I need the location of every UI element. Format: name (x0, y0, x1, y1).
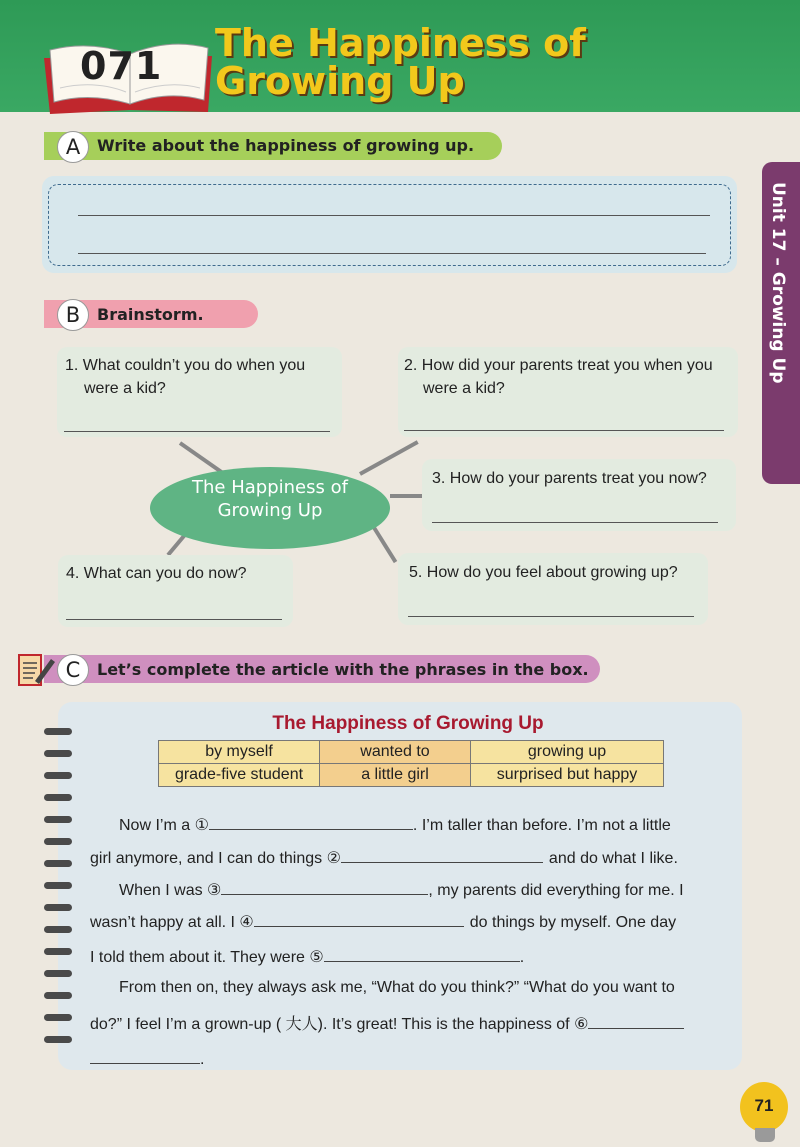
lesson-number: 071 (80, 44, 163, 88)
binder-ring (44, 882, 72, 889)
answer-line[interactable] (432, 522, 718, 523)
page-title (215, 21, 586, 103)
question-text: 2. How did your parents treat you when you were a kid? (404, 357, 713, 397)
pen-and-paper-icon (17, 653, 57, 687)
unit-side-tab (762, 162, 800, 484)
blank-2[interactable] (341, 847, 543, 863)
section-a-instruction: Write about the happiness of growing up. (97, 136, 475, 155)
answer-line[interactable] (404, 430, 724, 431)
page-title-line1: The Happiness of (215, 21, 586, 65)
question-text: 1. What couldn’t you do when you were a kid? (65, 357, 306, 397)
blank-3[interactable] (221, 879, 428, 895)
binder-ring (44, 992, 72, 999)
section-a-letter: A (57, 131, 89, 163)
blank-4[interactable] (254, 911, 464, 927)
section-c-instruction: Let’s complete the article with the phrases in the box. (97, 660, 589, 679)
section-b-letter: B (57, 299, 89, 331)
blank-1[interactable] (209, 814, 413, 830)
phrase-box-row (159, 764, 664, 787)
binder-ring (44, 860, 72, 867)
binder-ring (44, 970, 72, 977)
phrase-box-row (159, 741, 664, 764)
binder-ring (44, 816, 72, 823)
binder-ring (44, 772, 72, 779)
answer-line[interactable] (408, 616, 694, 617)
page-number: 71 (740, 1082, 788, 1132)
binder-ring (44, 904, 72, 911)
connector-line (390, 494, 422, 498)
phrase-cell: a little girl (320, 764, 471, 787)
binder-ring (44, 750, 72, 757)
writing-box (42, 176, 737, 273)
binder-ring (44, 1036, 72, 1043)
article-line: do?” I feel I’m a grown-up ( 大人). It’s great! This is the happiness of ⑥ (90, 1011, 684, 1034)
blank-6[interactable] (588, 1013, 684, 1029)
binder-ring (44, 838, 72, 845)
phrase-cell: grade-five student (159, 764, 320, 787)
phrase-cell: surprised but happy (471, 764, 664, 787)
writing-line[interactable] (78, 253, 706, 254)
article-line: . (90, 1048, 204, 1069)
article-line: girl anymore, and I can do things ② and do what I like. (90, 847, 678, 868)
answer-line[interactable] (66, 619, 282, 620)
article-line: I told them about it. They were ⑤ . (90, 946, 524, 967)
article-line: From then on, they always ask me, “What do you think?” “What do you want to (119, 979, 675, 996)
article-title: The Happiness of Growing Up (272, 713, 544, 734)
phrase-box (158, 740, 664, 787)
article-line: Now I’m a ① . I’m taller than before. I’m not a little (119, 814, 671, 835)
question-text: 3. How do your parents treat you now? (432, 470, 707, 487)
answer-line[interactable] (64, 431, 330, 432)
page-title-line2: Growing Up (215, 59, 465, 103)
article-line: When I was ③ , my parents did everything for me. I (119, 879, 684, 900)
section-c-letter: C (57, 654, 89, 686)
question-text: 5. How do you feel about growing up? (409, 564, 678, 581)
section-b-instruction: Brainstorm. (97, 305, 204, 324)
blank-5[interactable] (324, 946, 520, 962)
phrase-cell: growing up (471, 741, 664, 764)
article-line: wasn’t happy at all. I ④ do things by myself. One day (90, 911, 676, 932)
question-text: 4. What can you do now? (66, 565, 247, 582)
binder-ring (44, 1014, 72, 1021)
lightbulb-icon (755, 1128, 775, 1142)
mind-map-center: The Happiness of Growing Up (150, 467, 390, 549)
writing-line[interactable] (78, 215, 710, 216)
unit-side-tab-label: Unit 17 – Growing Up (768, 182, 788, 384)
blank-6-continued[interactable] (90, 1048, 200, 1064)
phrase-cell: by myself (159, 741, 320, 764)
binder-ring (44, 926, 72, 933)
binder-ring (44, 794, 72, 801)
binder-ring (44, 948, 72, 955)
phrase-cell: wanted to (320, 741, 471, 764)
